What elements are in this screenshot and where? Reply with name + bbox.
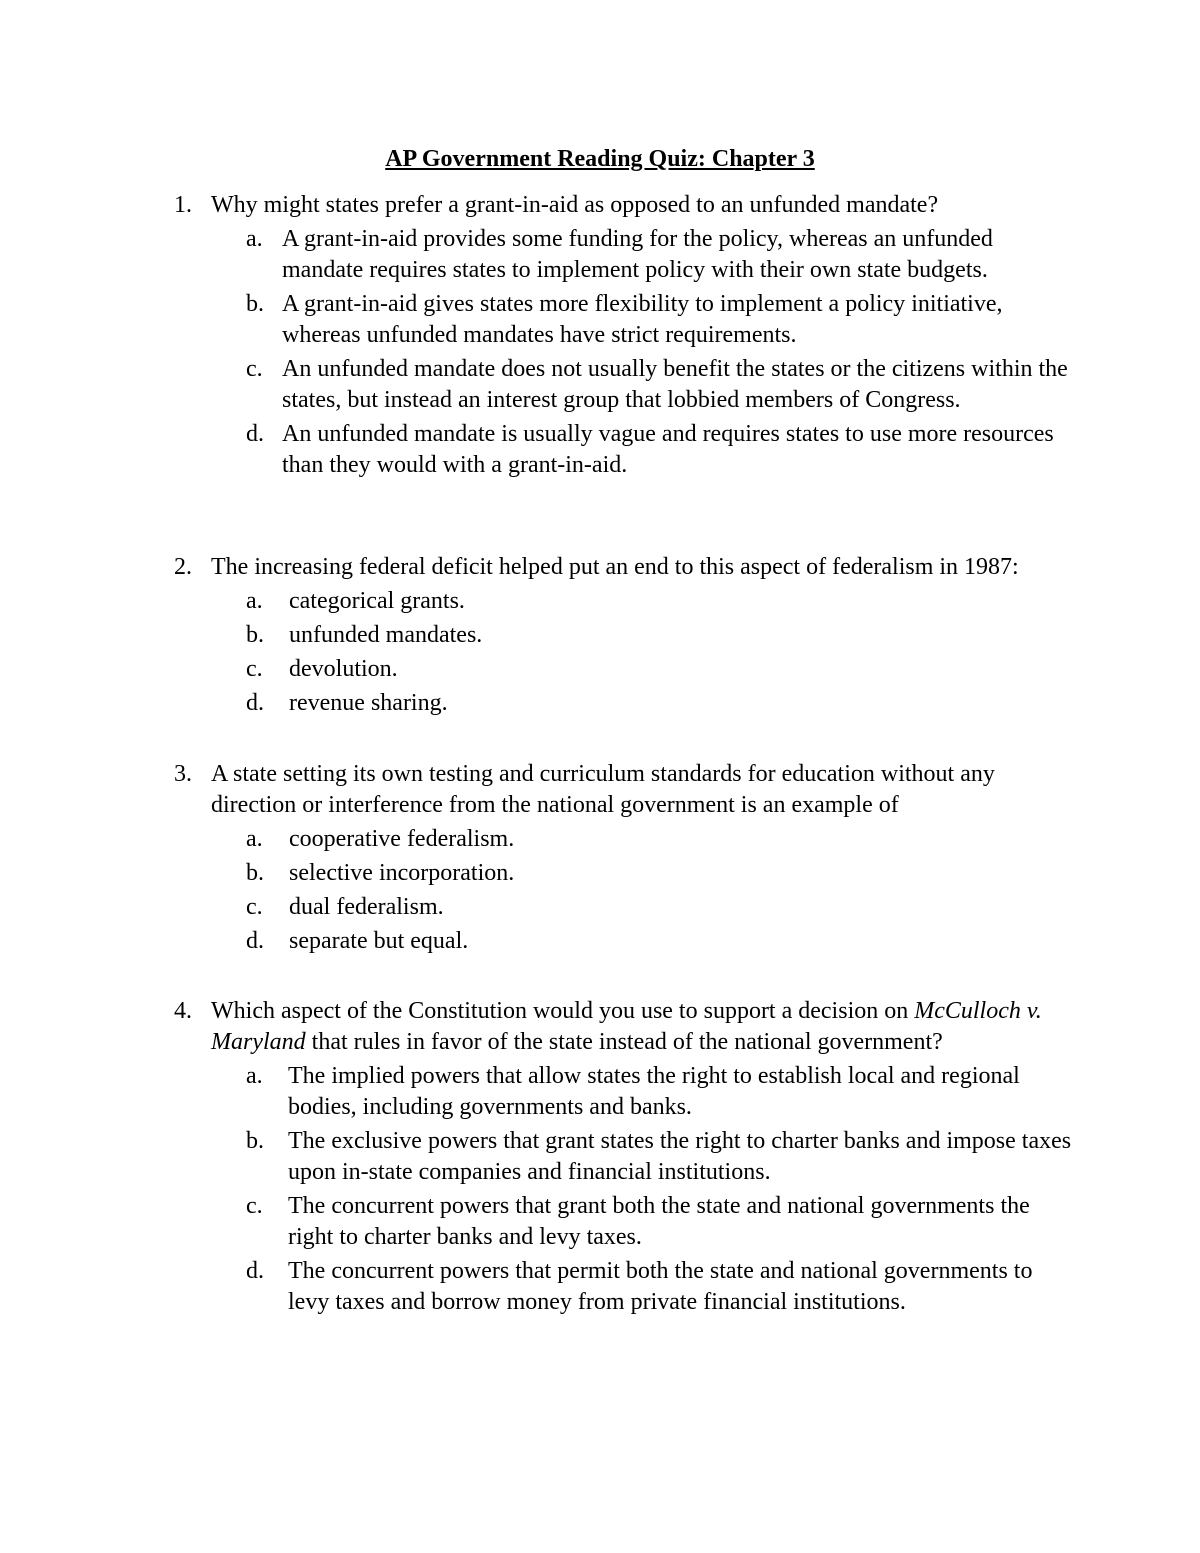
option-letter: b.: [246, 291, 264, 317]
question-text: Why might states prefer a grant-in-aid as opposed to an unfunded mandate?: [211, 192, 939, 218]
option-d: [246, 926, 1074, 957]
option-letter: d.: [246, 1258, 264, 1284]
question-number: 4.: [174, 998, 192, 1024]
option-letter: b.: [246, 860, 264, 886]
option-c: [246, 654, 1074, 685]
question-1: [174, 190, 1074, 484]
option-b: [246, 620, 1074, 651]
option-letter: d.: [246, 421, 264, 447]
case-name: McCulloch v. Maryland: [211, 998, 1042, 1055]
option-letter: a.: [246, 226, 263, 252]
option-text: The concurrent powers that grant both the state and national governments the right to charter banks and levy taxes.: [288, 1193, 1030, 1250]
option-text: cooperative federalism.: [289, 826, 515, 852]
option-letter: b.: [246, 622, 264, 648]
option-text: separate but equal.: [289, 928, 469, 954]
option-text: An unfunded mandate does not usually benefit the states or the citizens within the states, but instead an interest group that lobbied members of Congress.: [282, 356, 1068, 413]
option-letter: c.: [246, 1193, 263, 1219]
question-number: 3.: [174, 761, 192, 787]
option-text: An unfunded mandate is usually vague and requires states to use more resources than they would with a grant-in-aid.: [282, 421, 1054, 478]
option-list: [174, 224, 1074, 481]
question-text: The increasing federal deficit helped put an end to this aspect of federalism in 1987:: [211, 554, 1019, 580]
option-text: The exclusive powers that grant states the right to charter banks and impose taxes upon in-state companies and financial institutions.: [288, 1128, 1072, 1185]
question-number: 1.: [174, 192, 192, 218]
question-text: [211, 996, 1074, 1058]
option-text: A grant-in-aid provides some funding for the policy, whereas an unfunded mandate requires states to implement policy with their own state budgets.: [282, 226, 993, 283]
option-text: unfunded mandates.: [289, 622, 483, 648]
option-text: dual federalism.: [289, 894, 444, 920]
option-a: [246, 224, 1074, 286]
question-text-before: Which aspect of the Constitution would you use to support a decision on: [211, 998, 909, 1024]
option-list: [174, 586, 1074, 719]
option-letter: c.: [246, 894, 263, 920]
option-list: [174, 1061, 1074, 1318]
option-d: [246, 1256, 1074, 1318]
option-letter: c.: [246, 356, 263, 382]
option-c: [246, 354, 1074, 416]
question-4: [174, 996, 1074, 1321]
option-letter: b.: [246, 1128, 264, 1154]
option-c: [246, 1191, 1074, 1253]
option-a: [246, 824, 1074, 855]
option-a: [246, 1061, 1074, 1123]
option-d: [246, 419, 1074, 481]
option-text: devolution.: [289, 656, 398, 682]
question-number: 2.: [174, 554, 192, 580]
option-d: [246, 688, 1074, 719]
option-letter: c.: [246, 656, 263, 682]
option-text: categorical grants.: [289, 588, 465, 614]
option-letter: a.: [246, 826, 263, 852]
option-b: [246, 1126, 1074, 1188]
option-text: The implied powers that allow states the right to establish local and regional bodies, including governments and banks.: [288, 1063, 1020, 1120]
option-text: A grant-in-aid gives states more flexibility to implement a policy initiative, whereas unfunded mandates have strict requirements.: [282, 291, 1003, 348]
question-text: A state setting its own testing and curriculum standards for education without any direction or interference from the national government is an example of: [211, 761, 995, 818]
question-text-after: that rules in favor of the state instead of the national government?: [311, 1029, 943, 1055]
option-letter: d.: [246, 690, 264, 716]
option-letter: d.: [246, 928, 264, 954]
option-list: [174, 824, 1074, 957]
option-text: selective incorporation.: [289, 860, 515, 886]
page-title: AP Government Reading Quiz: Chapter 3: [385, 146, 815, 172]
option-letter: a.: [246, 1063, 263, 1089]
option-b: [246, 289, 1074, 351]
option-b: [246, 858, 1074, 889]
option-c: [246, 892, 1074, 923]
option-text: revenue sharing.: [289, 690, 448, 716]
option-letter: a.: [246, 588, 263, 614]
question-3: [174, 759, 1074, 960]
option-a: [246, 586, 1074, 617]
question-2: [174, 552, 1074, 722]
option-text: The concurrent powers that permit both the state and national governments to levy taxes and borrow money from private financial institutions.: [288, 1258, 1033, 1315]
